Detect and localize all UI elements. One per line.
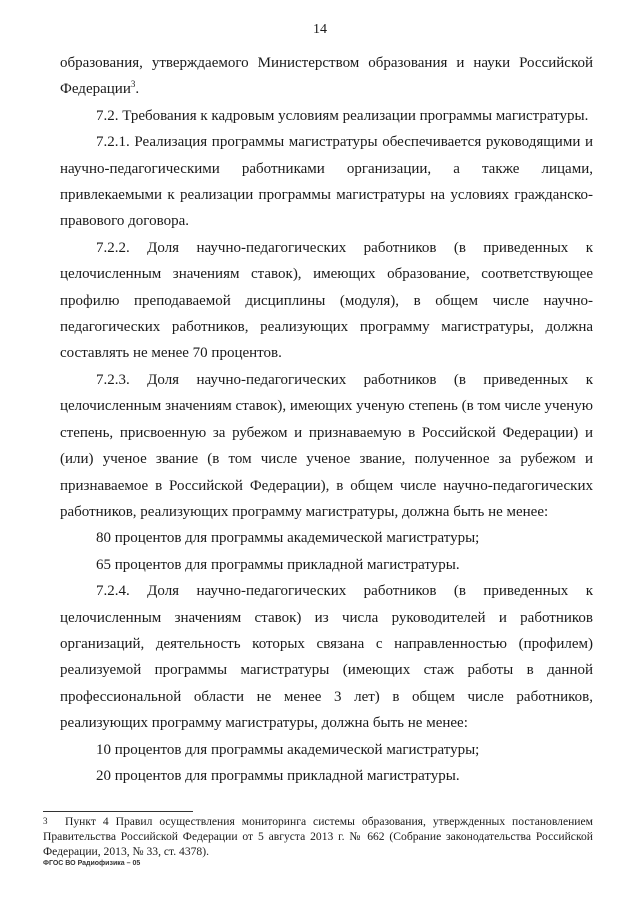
footnote-text: Пункт 4 Правил осуществления мониторинга системы образования, утвержденных постановлением Правительства Российской Федерации от 5 августа 2013 г. № 662 (Собрание законодательства Российской Федерации, 2013, № 33, ст. 4378). xyxy=(43,815,593,858)
document-code: ФГОС ВО Радиофизика – 05 xyxy=(43,860,141,867)
paragraph-7-2-1: 7.2.1. Реализация программы магистратуры обеспечивается руководящими и научно-педагогическими работниками организации, а также лицами, привлекаемыми к реализации программы магистратуры на условиях гражданско-правового договора. xyxy=(60,134,593,230)
paragraph-applied-20: 20 процентов для программы прикладной магистратуры. xyxy=(96,767,460,784)
paragraph-7-2-4: 7.2.4. Доля научно-педагогических работников (в приведенных к целочисленным значениям ставок) из числа руководителей и работников организаций, деятельность которых связана с направленностью (профилем) реализуемой программы магистратуры (имеющих стаж работы в данной профессиональной области не менее 3 лет) в общем числе работников, реализующих программу магистратуры, должна быть не менее: xyxy=(60,583,593,732)
paragraph-7-2: 7.2. Требования к кадровым условиям реализации программы магистратуры. xyxy=(96,107,589,124)
paragraph-academic-10: 10 процентов для программы академической магистратуры; xyxy=(96,741,480,758)
page-number: 14 xyxy=(313,22,327,37)
footnote-divider xyxy=(43,811,193,812)
paragraph-7-2-2: 7.2.2. Доля научно-педагогических работников (в приведенных к целочисленным значениям ставок), имеющих образование, соответствующее профилю преподаваемой дисциплины (модуля), в общем числе научно-педагогических работников, реализующих программу магистратуры, должна составлять не менее 70 процентов. xyxy=(60,239,593,362)
footnote-mark: 3 xyxy=(43,816,48,826)
footnote xyxy=(43,815,593,859)
paragraph-continuation: образования, утверждаемого Министерством образования и науки Российской Федерации$^3$. xyxy=(60,55,593,98)
paragraph-applied-65: 65 процентов для программы прикладной магистратуры. xyxy=(96,556,460,573)
paragraph-academic-80: 80 процентов для программы академической магистратуры; xyxy=(96,530,480,547)
paragraph-7-2-3: 7.2.3. Доля научно-педагогических работников (в приведенных к целочисленным значениям ставок), имеющих ученую степень (в том числе ученую степень, присвоенную за рубежом и признаваемую в Российской Федерации) и (или) ученое звание (в том числе ученое звание, полученное за рубежом и признаваемое в Российской Федерации), в общем числе научно-педагогических работников, реализующих программу магистратуры, должна быть не менее: xyxy=(60,371,593,520)
footnote-reference: 3 xyxy=(130,79,136,90)
document-body xyxy=(60,50,593,789)
